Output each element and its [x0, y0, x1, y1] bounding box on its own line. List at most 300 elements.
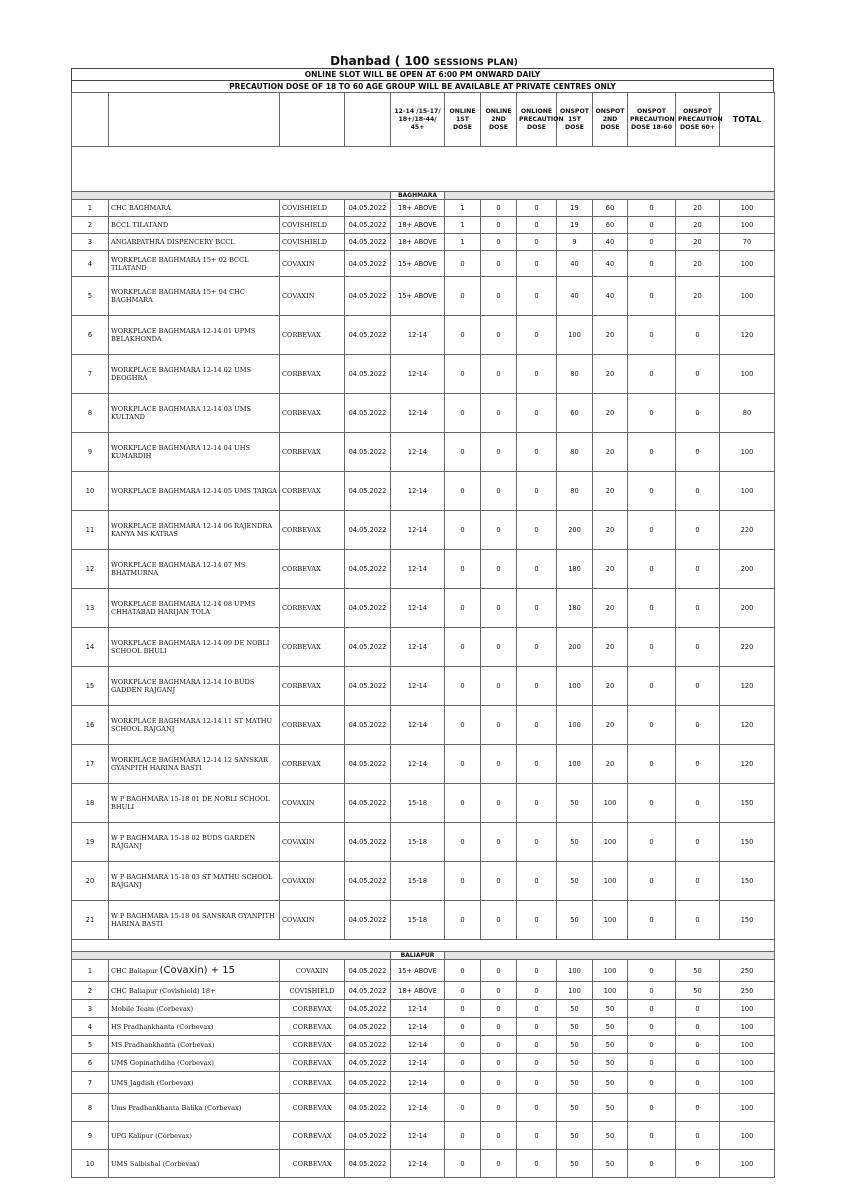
serial-number: 13: [72, 589, 109, 628]
session-site-name-text: W P BAGHMARA 15-18 02 BUDS GARDEN RAJGANJ: [111, 834, 256, 850]
dose-count-s1: 50: [557, 1000, 593, 1018]
dose-count-s2: 100: [593, 960, 628, 982]
age-group: 12-14: [391, 706, 445, 745]
dose-count-o1: 0: [445, 1054, 481, 1072]
session-date: 04.05.2022: [345, 472, 391, 511]
dose-count-op: 0: [517, 823, 557, 862]
dose-count-o1: 0: [445, 355, 481, 394]
dose-count-s1: 50: [557, 784, 593, 823]
dose-count-o2: 0: [481, 251, 517, 277]
session-site-name-text: WORKPLACE BAGHMARA 12-14 08 UPMS CHHATABAD HARIJAN TOLA: [111, 600, 256, 616]
dose-count-s2: 50: [593, 1122, 628, 1150]
table-row: [72, 550, 775, 589]
dose-count-s1: 80: [557, 355, 593, 394]
table-row: [72, 1122, 775, 1150]
dose-count-s2: 20: [593, 745, 628, 784]
dose-count-op: 0: [517, 745, 557, 784]
dose-count-s2: 50: [593, 1072, 628, 1094]
dose-count-op: 0: [517, 667, 557, 706]
dose-count-o2: 0: [481, 394, 517, 433]
age-group: 12-14: [391, 1018, 445, 1036]
dose-count-p2: 0: [676, 745, 720, 784]
dose-count-op: 0: [517, 706, 557, 745]
dose-count-s2: 50: [593, 1094, 628, 1122]
age-group: 15-18: [391, 784, 445, 823]
dose-count-op: 0: [517, 1122, 557, 1150]
dose-count-s2: 50: [593, 1036, 628, 1054]
session-site-name: [109, 628, 280, 667]
column-header-blank: [280, 93, 345, 147]
vaccine-name: CORBEVAX: [280, 745, 345, 784]
table-row: [72, 316, 775, 355]
serial-number: 8: [72, 1094, 109, 1122]
session-site-name: [109, 667, 280, 706]
dose-count-s1: 40: [557, 277, 593, 316]
dose-count-p1: 0: [628, 1000, 676, 1018]
serial-number: 7: [72, 1072, 109, 1094]
session-site-name: [109, 511, 280, 550]
serial-number: 16: [72, 706, 109, 745]
table-row: [72, 745, 775, 784]
dose-count-p1: 0: [628, 433, 676, 472]
dose-count-op: 0: [517, 433, 557, 472]
dose-count-p1: 0: [628, 667, 676, 706]
dose-count-s2: 20: [593, 706, 628, 745]
dose-count-o1: 0: [445, 251, 481, 277]
dose-count-s1: 50: [557, 1054, 593, 1072]
table-row: [72, 234, 775, 251]
table-row: [72, 394, 775, 433]
vaccine-name: COVISHIELD: [280, 982, 345, 1000]
dose-count-p2: 0: [676, 862, 720, 901]
dose-count-total: 100: [720, 1018, 775, 1036]
column-header-total: TOTAL: [720, 93, 775, 147]
dose-count-p2: 0: [676, 1072, 720, 1094]
section-name: BAGHMARA: [391, 192, 445, 200]
session-date: 04.05.2022: [345, 960, 391, 982]
dose-count-o2: 0: [481, 982, 517, 1000]
dose-count-p2: 0: [676, 1036, 720, 1054]
session-date: 04.05.2022: [345, 355, 391, 394]
vaccine-name: CORBEVAX: [280, 1054, 345, 1072]
dose-count-p2: 0: [676, 394, 720, 433]
session-date: 04.05.2022: [345, 1000, 391, 1018]
session-date: 04.05.2022: [345, 862, 391, 901]
session-site-name: [109, 901, 280, 940]
dose-count-total: 100: [720, 251, 775, 277]
dose-count-p1: 0: [628, 355, 676, 394]
session-site-name: [109, 784, 280, 823]
session-site-name-text: BCCL TILATAND: [111, 221, 169, 229]
session-date: 04.05.2022: [345, 982, 391, 1000]
session-date: 04.05.2022: [345, 745, 391, 784]
serial-number: 8: [72, 394, 109, 433]
dose-count-p2: 20: [676, 217, 720, 234]
age-group: 12-14: [391, 628, 445, 667]
dose-count-p1: 0: [628, 1072, 676, 1094]
session-date: 04.05.2022: [345, 667, 391, 706]
dose-count-o2: 0: [481, 1094, 517, 1122]
serial-number: 2: [72, 982, 109, 1000]
dose-count-o2: 0: [481, 784, 517, 823]
vaccine-name: CORBEVAX: [280, 1122, 345, 1150]
column-header-blank: [72, 93, 109, 147]
dose-count-o2: 0: [481, 823, 517, 862]
dose-count-s1: 100: [557, 960, 593, 982]
dose-count-op: 0: [517, 1072, 557, 1094]
dose-count-s1: 50: [557, 1036, 593, 1054]
table-row: [72, 706, 775, 745]
dose-count-p1: 0: [628, 706, 676, 745]
age-group: 12-14: [391, 1150, 445, 1178]
sessions-table: [71, 92, 775, 1178]
dose-count-p1: 0: [628, 982, 676, 1000]
dose-count-total: 100: [720, 217, 775, 234]
dose-count-o1: 1: [445, 200, 481, 217]
dose-count-o1: 0: [445, 1094, 481, 1122]
dose-count-total: 100: [720, 1122, 775, 1150]
session-date: 04.05.2022: [345, 316, 391, 355]
age-group: 15+ ABOVE: [391, 277, 445, 316]
dose-count-op: 0: [517, 316, 557, 355]
session-site-name-text: WORKPLACE BAGHMARA 12-14 07 MS BHATMURNA: [111, 561, 246, 577]
dose-count-total: 150: [720, 901, 775, 940]
dose-count-total: 120: [720, 667, 775, 706]
section-fill: [445, 952, 775, 960]
dose-count-op: 0: [517, 960, 557, 982]
table-row: [72, 1094, 775, 1122]
table-row: [72, 1018, 775, 1036]
dose-count-o1: 0: [445, 706, 481, 745]
dose-count-s1: 40: [557, 251, 593, 277]
dose-count-total: 100: [720, 433, 775, 472]
section-spacer-cell: [72, 940, 775, 952]
column-header-age: 12-14 /15-17/ 18+/18-44/ 45+: [391, 93, 445, 147]
dose-count-p1: 0: [628, 217, 676, 234]
dose-count-o2: 0: [481, 1036, 517, 1054]
dose-count-total: 200: [720, 550, 775, 589]
section-header-baghmara: [72, 192, 775, 200]
table-row: [72, 628, 775, 667]
age-group: 18+ ABOVE: [391, 234, 445, 251]
session-date: 04.05.2022: [345, 823, 391, 862]
dose-count-op: 0: [517, 901, 557, 940]
session-date: 04.05.2022: [345, 628, 391, 667]
serial-number: 3: [72, 1000, 109, 1018]
dose-count-total: 250: [720, 982, 775, 1000]
table-row: [72, 511, 775, 550]
dose-count-p2: 50: [676, 982, 720, 1000]
dose-count-s1: 200: [557, 628, 593, 667]
age-group: 12-14: [391, 745, 445, 784]
vaccine-name: CORBEVAX: [280, 706, 345, 745]
dose-count-p2: 0: [676, 511, 720, 550]
notice-precaution: PRECAUTION DOSE OF 18 TO 60 AGE GROUP WILL BE AVAILABLE AT PRIVATE CENTRES ONLY: [72, 81, 774, 93]
dose-count-total: 200: [720, 589, 775, 628]
dose-count-p1: 0: [628, 862, 676, 901]
dose-count-p1: 0: [628, 628, 676, 667]
dose-count-p1: 0: [628, 1094, 676, 1122]
dose-count-s2: 20: [593, 511, 628, 550]
serial-number: 4: [72, 251, 109, 277]
dose-count-o2: 0: [481, 862, 517, 901]
dose-count-s1: 50: [557, 1094, 593, 1122]
session-date: 04.05.2022: [345, 1122, 391, 1150]
notice-online-slot: ONLINE SLOT WILL BE OPEN AT 6:00 PM ONWARD DAILY: [72, 69, 774, 81]
vaccine-name: CORBEVAX: [280, 1018, 345, 1036]
table-row: [72, 784, 775, 823]
dose-count-op: 0: [517, 1094, 557, 1122]
dose-count-s2: 100: [593, 901, 628, 940]
table-row: [72, 823, 775, 862]
dose-count-o2: 0: [481, 217, 517, 234]
serial-number: 14: [72, 628, 109, 667]
dose-count-op: 0: [517, 355, 557, 394]
session-date: 04.05.2022: [345, 433, 391, 472]
dose-count-o1: 1: [445, 217, 481, 234]
vaccine-name: COVAXIN: [280, 901, 345, 940]
dose-count-o2: 0: [481, 1150, 517, 1178]
page-title: Dhanbad ( 100 SESSIONS PLAN): [330, 54, 518, 68]
session-site-name: [109, 251, 280, 277]
dose-count-s2: 40: [593, 277, 628, 316]
session-site-name-text: CHC Baliapur (Covishield) 18+: [111, 986, 216, 995]
dose-count-o1: 0: [445, 511, 481, 550]
dose-count-o1: 0: [445, 1000, 481, 1018]
dose-count-o1: 1: [445, 234, 481, 251]
dose-count-p1: 0: [628, 1122, 676, 1150]
dose-count-p1: 0: [628, 1018, 676, 1036]
session-site-name: [109, 1094, 280, 1122]
dose-count-op: 0: [517, 472, 557, 511]
session-site-name: [109, 823, 280, 862]
dose-count-p1: 0: [628, 960, 676, 982]
dose-count-s1: 180: [557, 589, 593, 628]
dose-count-total: 100: [720, 1150, 775, 1178]
session-site-name: [109, 1054, 280, 1072]
session-site-name: [109, 745, 280, 784]
age-group: 12-14: [391, 472, 445, 511]
dose-count-s2: 50: [593, 1000, 628, 1018]
section-spacer: [72, 147, 775, 192]
dose-count-op: 0: [517, 1054, 557, 1072]
session-site-name: [109, 1018, 280, 1036]
table-row: [72, 251, 775, 277]
dose-count-o1: 0: [445, 862, 481, 901]
session-site-name-text: WORKPLACE BAGHMARA 12-14 04 UHS KUMARDIH: [111, 444, 250, 460]
session-date: 04.05.2022: [345, 1054, 391, 1072]
age-group: 12-14: [391, 667, 445, 706]
section-fill: [72, 192, 391, 200]
session-site-name: [109, 1150, 280, 1178]
age-group: 12-14: [391, 394, 445, 433]
dose-count-p2: 0: [676, 823, 720, 862]
table-row: [72, 472, 775, 511]
session-date: 04.05.2022: [345, 1018, 391, 1036]
serial-number: 18: [72, 784, 109, 823]
dose-count-o1: 0: [445, 1122, 481, 1150]
dose-count-p2: 0: [676, 706, 720, 745]
column-header-onspotPrec60: ONSPOT PRECAUTION DOSE 60+: [676, 93, 720, 147]
dose-count-s2: 50: [593, 1054, 628, 1072]
dose-count-s1: 50: [557, 1018, 593, 1036]
dose-count-s2: 60: [593, 200, 628, 217]
serial-number: 11: [72, 511, 109, 550]
table-row: [72, 1036, 775, 1054]
dose-count-o2: 0: [481, 628, 517, 667]
dose-count-s1: 100: [557, 316, 593, 355]
dose-count-p1: 0: [628, 251, 676, 277]
dose-count-p1: 0: [628, 234, 676, 251]
dose-count-o2: 0: [481, 550, 517, 589]
dose-count-op: 0: [517, 200, 557, 217]
session-site-name: [109, 1072, 280, 1094]
session-site-name: [109, 862, 280, 901]
dose-count-op: 0: [517, 589, 557, 628]
session-site-name: [109, 355, 280, 394]
dose-count-o2: 0: [481, 316, 517, 355]
age-group: 15-18: [391, 901, 445, 940]
dose-count-p2: 0: [676, 1094, 720, 1122]
serial-number: 21: [72, 901, 109, 940]
session-site-name-text: W P BAGHMARA 15-18 03 ST MATHU SCHOOL RAJGANJ: [111, 873, 273, 889]
session-site-name-text: Ums Pradhankhanta Balika (Corbevax): [111, 1103, 242, 1112]
dose-count-o2: 0: [481, 277, 517, 316]
serial-number: 15: [72, 667, 109, 706]
dose-count-o2: 0: [481, 901, 517, 940]
column-header-row: [72, 93, 775, 147]
dose-count-s2: 100: [593, 823, 628, 862]
dose-count-s1: 80: [557, 472, 593, 511]
dose-count-s2: 20: [593, 628, 628, 667]
serial-number: 10: [72, 1150, 109, 1178]
age-group: 12-14: [391, 550, 445, 589]
session-site-name: [109, 550, 280, 589]
dose-count-s2: 60: [593, 217, 628, 234]
age-group: 12-14: [391, 1094, 445, 1122]
age-group: 15-18: [391, 823, 445, 862]
table-row: [72, 1150, 775, 1178]
dose-count-op: 0: [517, 1150, 557, 1178]
vaccine-name: CORBEVAX: [280, 589, 345, 628]
serial-number: 6: [72, 316, 109, 355]
dose-count-o2: 0: [481, 1000, 517, 1018]
session-site-name: [109, 433, 280, 472]
dose-count-p2: 0: [676, 1018, 720, 1036]
dose-count-o1: 0: [445, 1018, 481, 1036]
dose-count-s1: 50: [557, 1122, 593, 1150]
dose-count-o2: 0: [481, 745, 517, 784]
section-spacer: [72, 940, 775, 952]
dose-count-p1: 0: [628, 394, 676, 433]
dose-count-o1: 0: [445, 823, 481, 862]
dose-count-o1: 0: [445, 472, 481, 511]
session-site-name-text: HS Pradhankhanta (Corbevax): [111, 1022, 214, 1031]
column-header-online2: ONLINE 2ND DOSE: [481, 93, 517, 147]
session-site-name: [109, 316, 280, 355]
dose-count-op: 0: [517, 277, 557, 316]
vaccine-name: CORBEVAX: [280, 1150, 345, 1178]
dose-count-total: 100: [720, 1000, 775, 1018]
table-row: [72, 1054, 775, 1072]
dose-count-o1: 0: [445, 316, 481, 355]
dose-count-total: 100: [720, 1094, 775, 1122]
session-site-name-text: WORKPLACE BAGHMARA 12-14 11 ST MATHU SCHOOL RAJGANJ: [111, 717, 273, 733]
session-date: 04.05.2022: [345, 200, 391, 217]
vaccine-name: COVISHIELD: [280, 217, 345, 234]
age-group: 12-14: [391, 511, 445, 550]
dose-count-s1: 100: [557, 982, 593, 1000]
session-site-name: [109, 394, 280, 433]
dose-count-o2: 0: [481, 589, 517, 628]
dose-count-s1: 80: [557, 433, 593, 472]
dose-count-total: 100: [720, 1036, 775, 1054]
dose-count-s2: 20: [593, 433, 628, 472]
serial-number: 6: [72, 1054, 109, 1072]
dose-count-total: 120: [720, 316, 775, 355]
table-row: [72, 1000, 775, 1018]
dose-count-total: 220: [720, 628, 775, 667]
dose-count-s2: 20: [593, 316, 628, 355]
session-site-name-text: MS Pradhankhanta (Corbevax): [111, 1040, 215, 1049]
dose-count-p2: 20: [676, 234, 720, 251]
session-site-name: [109, 1036, 280, 1054]
vaccine-name: CORBEVAX: [280, 1036, 345, 1054]
dose-count-total: 120: [720, 745, 775, 784]
column-header-online1: ONLINE 1ST DOSE: [445, 93, 481, 147]
dose-count-s1: 50: [557, 901, 593, 940]
dose-count-p1: 0: [628, 1054, 676, 1072]
dose-count-s1: 100: [557, 745, 593, 784]
session-site-name: [109, 234, 280, 251]
dose-count-o1: 0: [445, 433, 481, 472]
age-group: 15+ ABOVE: [391, 251, 445, 277]
session-site-name: [109, 1122, 280, 1150]
vaccine-name: COVAXIN: [280, 277, 345, 316]
vaccine-name: COVISHIELD: [280, 200, 345, 217]
session-site-name-text: UPG Kalipur (Corbevax): [111, 1131, 192, 1140]
dose-count-p2: 0: [676, 589, 720, 628]
dose-count-op: 0: [517, 628, 557, 667]
section-fill: [445, 192, 775, 200]
session-site-name: [109, 960, 280, 982]
dose-count-s1: 100: [557, 667, 593, 706]
dose-count-o2: 0: [481, 200, 517, 217]
dose-count-p1: 0: [628, 589, 676, 628]
dose-count-s1: 50: [557, 823, 593, 862]
table-row: [72, 217, 775, 234]
dose-count-p2: 0: [676, 628, 720, 667]
serial-number: 1: [72, 200, 109, 217]
dose-count-o1: 0: [445, 1150, 481, 1178]
vaccine-name: CORBEVAX: [280, 394, 345, 433]
age-group: 12-14: [391, 1122, 445, 1150]
table-row: [72, 433, 775, 472]
vaccine-name: COVAXIN: [280, 823, 345, 862]
session-site-name-text: WORKPLACE BAGHMARA 12-14 03 UMS KULTAND: [111, 405, 251, 421]
dose-count-p2: 0: [676, 433, 720, 472]
dose-count-o1: 0: [445, 1072, 481, 1094]
dose-count-o1: 0: [445, 745, 481, 784]
vaccine-name: COVAXIN: [280, 862, 345, 901]
dose-count-op: 0: [517, 511, 557, 550]
session-site-name-text: WORKPLACE BAGHMARA 12-14 06 RAJENDRA KANYA MS KATRAS: [111, 522, 273, 538]
dose-count-op: 0: [517, 1018, 557, 1036]
dose-count-total: 100: [720, 200, 775, 217]
session-site-name-text: WORKPLACE BAGHMARA 12-14 02 UMS DEOGHRA: [111, 366, 251, 382]
vaccine-name: COVAXIN: [280, 251, 345, 277]
dose-count-op: 0: [517, 394, 557, 433]
